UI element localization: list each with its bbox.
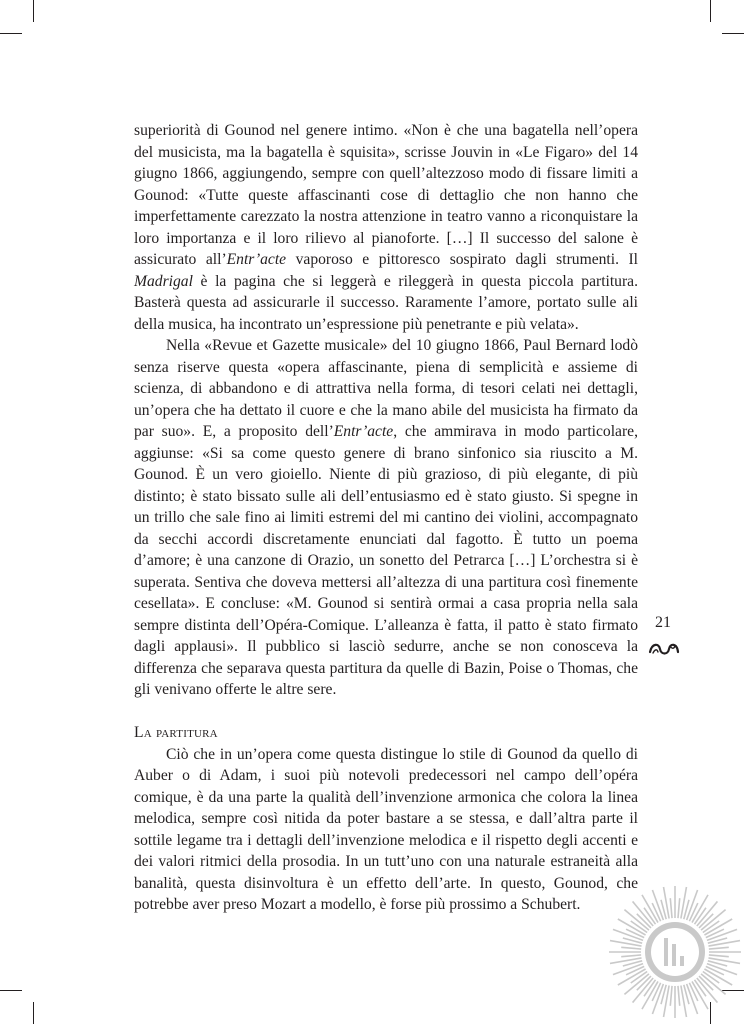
sunburst-ray xyxy=(670,986,672,1006)
paragraph-3: Ciò che in un’opera come questa distingue lo stile di Gounod da quello di Auber o di Adam, i suoi più notevoli predecessori nel campo dell’opéra comique, è da una parte la qualità dell’invenzione armonica che colora la linea melodica, sempre così nitida da poter bastare a se stessa, e dall’altra parte il sottile legame tra i dettagli dell’invenzione melodica e il rispetto degli accenti e dei valori ritmici della prosodia. In un tutt’uno con una naturale estraneità alla banalità, questa disinvoltura è un effetto dell’arte. In questo, Gounod, che potrebbe aver preso Mozart a modello, è forse più prossimo a Schubert. xyxy=(134,745,638,913)
sunburst-ray xyxy=(709,955,729,957)
crop-mark-bottom-left-horizontal xyxy=(0,990,22,991)
paragraph-1-text-a: superiorità di Gounod nel genere intimo. «Non è che una bagatella nell’opera del musicista, ma la bagatella è squisita», scrisse Jouvin in «Le Figaro» del 14 giugno 1866, aggiungendo, sempre con quell’altezzoso modo di fissare limiti a Gounod: «Tutte queste affascinanti cose di dettaglio che non hanno che imperfettamente carezzato la nostra attenzione in teatro vanno a riconquistare la loro importanza e il loro rilievo al pianoforte. […] Il successo del salone è assicurato all’ xyxy=(134,122,638,268)
sunburst-ray xyxy=(709,947,729,949)
sunburst-emblem-icon xyxy=(606,880,744,1024)
sunburst-ray xyxy=(621,955,641,957)
crop-mark-top-left-horizontal xyxy=(0,33,22,34)
crop-mark-bottom-left-vertical xyxy=(33,1002,34,1024)
sunburst-ray xyxy=(701,910,726,931)
sunburst-ray xyxy=(678,898,680,918)
crop-mark-top-right-vertical xyxy=(710,0,711,22)
sunburst-ray xyxy=(670,898,672,918)
italic-madrigal: Madrigal xyxy=(134,272,193,290)
sunburst-ray xyxy=(678,986,680,1006)
italic-entracte: Entr’acte xyxy=(333,423,394,440)
swash-ornament-icon xyxy=(648,640,680,658)
sunburst-ray xyxy=(621,947,641,949)
paragraph-1-text-c: è la pagina che si leggerà e rileggerà in questa piccola partitura. Basterà questa ad assicurarle il successo. Raramente l’amore, portato sulle ali della musica, ha incontrato un’espressione più penetrante e più velata». xyxy=(134,272,638,333)
sunburst-ray xyxy=(633,901,654,926)
sunburst-ray xyxy=(624,910,649,931)
paragraph-1-text-b: vaporoso e pittoresco sospirato dagli strumenti. Il xyxy=(286,251,639,268)
page-number: 21 xyxy=(655,614,671,631)
sunburst-ray xyxy=(697,978,718,1003)
sunburst-ray xyxy=(633,978,654,1003)
italic-entracte: Entr’acte xyxy=(226,251,287,268)
sunburst-ray xyxy=(697,901,718,926)
crop-mark-top-left-vertical xyxy=(33,0,34,22)
section-heading: La partitura xyxy=(134,723,218,741)
body-text xyxy=(134,120,638,916)
paragraph-2-text-a: Nella «Revue et Gazette musicale» del 10 giugno 1866, Paul Bernard lodò senza riserve questa «opera affascinante, piena di semplicità e assieme di scienza, di abbandono e di attrattiva nella forma, di tesori celati nei dettagli, un’opera che ha dettato il cuore e che la mano abile del musicista ha firmato da par suo». E, a proposito dell’ xyxy=(134,337,638,440)
paragraph-2-text-b: , che ammirava in modo particolare, aggiunse: «Si sa come questo genere di brano sinfonico sia riuscito a M. Gounod. È un vero gioiello. Niente di più grazioso, di più elegante, di più distinto; è stato bissato sulle ali dell’entusiasmo ed è stato giusto. Si spegne in un trillo che sale fino ai limiti estremi del mi cantino dei violini, accompagnato da secchi accordi discretamente enunciati dal fagotto. È tutto un poema d’amore; è una canzone di Orazio, un sonetto del Petrarca […] L’orchestra si è superata. Sentiva che doveva mettersi all’altezza di una partitura così finemente cesellata». E concluse: «M. Gounod si sentirà ormai a casa propria nella sala sempre distinta dell’Opéra-Comique. L’alleanza è fatta, il patto è stato firmato dagli applausi». Il pubblico si lasciò sedurre, anche se non conosceva la differenza che separava questa partitura da quelle di Bazin, Poise o Thomas, che gli venivano offerte le altre sere. xyxy=(134,423,638,698)
crop-mark-top-right-horizontal xyxy=(722,33,744,34)
sunburst-ray xyxy=(624,974,649,995)
paragraph-1 xyxy=(134,120,638,335)
sunburst-ray xyxy=(701,974,726,995)
paragraph-2 xyxy=(134,335,638,701)
